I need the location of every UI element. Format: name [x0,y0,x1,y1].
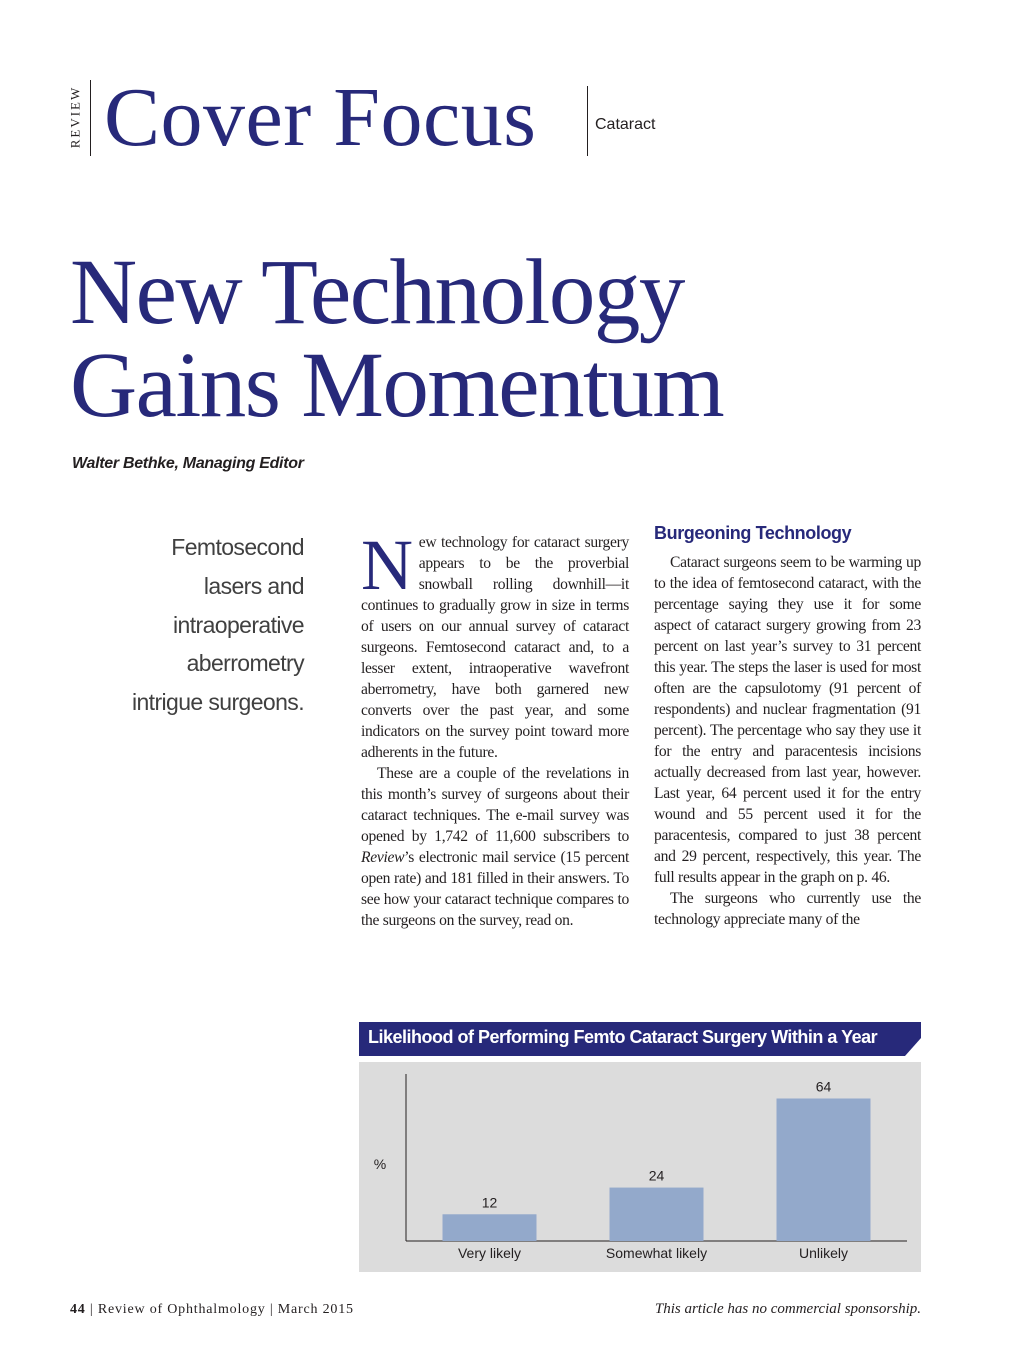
headline-line-1: New Technology [70,241,684,344]
bar-unlikely [777,1098,871,1241]
review-tag-text: REVIEW [67,85,83,149]
chart-bars [443,1078,871,1261]
page-number: 44 [70,1302,86,1317]
body-paragraph [361,763,629,931]
paragraph-text: ew technology for cataract surgery appears to be the proverbial snowball rolling downhill—it continues to gradually grow in size in terms of users on our annual survey of cataract surgeons. Femtosecond cataract and, to a lesser extent, intraoperative wavefront aberrometry, have both garnered new converts over the past year, and some indicators on the survey point toward more adherents in the future. [361,534,629,761]
body-paragraph: Cataract surgeons seem to be warming up to the idea of femtosecond cataract, with the percentage saying they use it for some aspect of cataract surgery growing from 23 percent on last year’s survey to 31 percent this year. The steps the laser is used for most often are the capsulotomy (91 percent of respondents) and nuclear fragmentation (91 percent). The percentage who say they use it for the entry and paracentesis incisions actually decreased from last year, however. Last year, 64 percent used it for the entry wound and 55 percent used it for the paracentesis, compared to just 38 percent and 29 percent, respectively, this year. The full results appear in the graph on p. 46. [654,554,921,886]
footer-folio [70,1302,354,1318]
article-headline [70,241,830,437]
byline: Walter Bethke, Managing Editor [72,455,304,472]
sponsorship-note: This article has no commercial sponsorship. [654,1301,921,1317]
body-column-2 [654,522,921,930]
section-subtitle: Cataract [595,116,656,133]
masthead-divider-right [587,86,588,156]
bar-value-label: 12 [481,1194,498,1211]
publication-name: Review [361,849,405,866]
chart-plot [359,1062,921,1272]
magazine-name: Review of Ophthalmology [97,1302,266,1317]
deck-line: intrigue surgeons. [131,689,304,716]
section-subhead: Burgeoning Technology [654,523,852,543]
folio-separator: | [89,1302,94,1317]
chart-title: Likelihood of Performing Femto Cataract Surgery Within a Year [368,1027,878,1047]
masthead-divider-left [90,80,91,156]
article-deck [100,528,304,722]
folio-separator: | [269,1302,274,1317]
body-paragraph: The surgeons who currently use the technology appreciate many of the [654,890,921,928]
bar-chart [359,1022,921,1272]
issue-date: March 2015 [277,1302,354,1317]
deck-line: intraoperative [173,611,304,638]
review-tag [60,78,90,156]
bar-very-likely [443,1214,537,1241]
bar-value-label: 64 [815,1078,832,1095]
paragraph-text: ’s electronic mail service (15 percent open rate) and 181 filled in their answers. To see how your cataract technique compares to the surgeons on the survey, read on. [361,849,629,929]
deck-line: Femtosecond [171,534,304,560]
bar-somewhat-likely [610,1188,704,1241]
x-tick-label: Unlikely [798,1245,849,1261]
paragraph-text: These are a couple of the revelations in this month’s survey of surgeons about their cataract techniques. The e-mail survey was opened by 1,742 of 11,600 subscribers to [361,765,629,845]
deck-line: aberrometry [186,650,304,677]
bar-value-label: 24 [648,1167,665,1184]
deck-line: lasers and [203,572,304,599]
section-title: Cover Focus [104,71,537,164]
x-tick-label: Somewhat likely [605,1245,708,1261]
headline-line-2: Gains Momentum [70,334,724,437]
body-column-1 [361,525,629,931]
x-tick-label: Very likely [457,1245,522,1261]
body-paragraph [361,525,629,763]
drop-cap: N [361,525,413,605]
y-axis-label: % [373,1156,387,1172]
